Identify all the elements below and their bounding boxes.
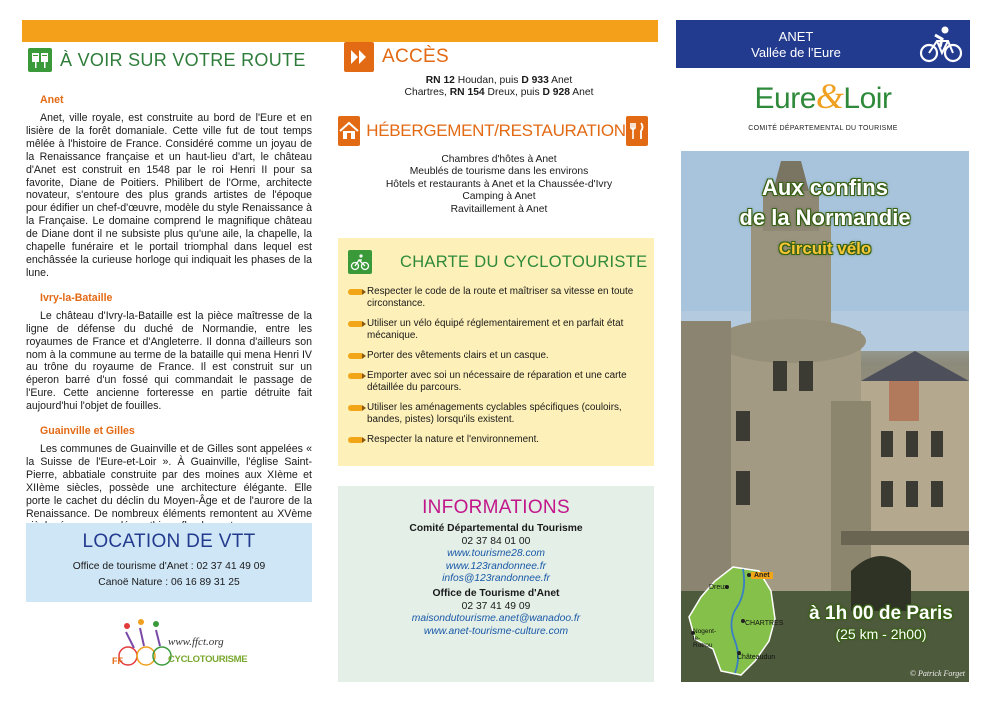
top-orange-bar <box>22 20 658 42</box>
info-org-1: Comité Départemental du Tourisme <box>409 523 583 534</box>
ffct-ff: FF <box>112 656 123 666</box>
logo-subtitle: COMITÉ DÉPARTEMENTAL DU TOURISME <box>748 125 898 132</box>
pencil-icon <box>348 353 362 359</box>
info-phone-1: 02 37 84 01 00 <box>461 535 531 547</box>
logo-loir: Loir <box>843 82 892 115</box>
charte-heading <box>348 250 654 274</box>
photo-credit: © Patrick Forget <box>909 669 965 678</box>
map-label-anet: Anet <box>751 572 773 579</box>
acces-line-2: Chartres, RN 154 Dreux, puis D 928 Anet <box>404 87 594 99</box>
charte-item: Utiliser les aménagements cyclables spécifiques (couloirs, bandes, pistes) lorsqu'ils existent. <box>348 402 640 426</box>
acces-content <box>340 75 658 100</box>
hebergement-list <box>340 154 658 216</box>
pencil-icon <box>348 289 362 295</box>
section-title-anet: Anet <box>40 94 64 106</box>
hebergement-line: Camping à Anet <box>462 191 536 203</box>
map-label-dreux: Dreux <box>709 584 728 591</box>
informations-heading: INFORMATIONS <box>422 497 570 518</box>
logo-eure: Eure <box>754 82 816 115</box>
charte-item: Porter des vêtements clairs et un casque. <box>348 350 640 362</box>
voir-content <box>26 94 312 533</box>
info-web-3[interactable]: www.anet-tourisme-culture.com <box>423 625 569 637</box>
charte-item: Respecter le code de la route et maîtriser sa vitesse en toute circonstance. <box>348 286 640 310</box>
info-org-2: Office de Tourisme d'Anet <box>432 587 560 599</box>
map-label-nogent: Nogent-le-Rotrou <box>693 628 717 649</box>
logo-ampersand: & <box>815 76 844 116</box>
location-box <box>26 523 312 602</box>
voir-heading <box>28 48 306 72</box>
ffct-url: www.ffct.org <box>168 636 224 648</box>
hebergement-line: Hôtels et restaurants à Anet et la Chaussée-d'Ivry <box>385 178 613 190</box>
route-header-line-2: Vallée de l'Eure <box>751 45 841 60</box>
cyclist-icon <box>348 250 372 274</box>
location-line-1: Office de tourisme d'Anet : 02 37 41 49 09 <box>72 561 266 572</box>
charte-item: Utiliser un vélo équipé réglementairement et en parfait état mécanique. <box>348 318 640 342</box>
section-title-guainville: Guainville et Gilles <box>40 425 135 438</box>
charte-item: Respecter la nature et l'environnement. <box>348 434 640 446</box>
pencil-icon <box>348 437 362 443</box>
cover-subtitle: Circuit vélo <box>778 239 872 258</box>
section-text-anet: Anet, ville royale, est construite au bord de l'Eure et en lisière de la forêt domaniale. Cette ville fut de tout temps mêlée à l'histoire de France. Considéré comme un joyau de la Renaissance française et un haut-lieu d'art, le château d'Anet est construit en 1548 par le roi Henri II pour sa favorite, Diane de Poitiers. Philibert de l'Orme, architecte novateur, s'entoure des plus grands artistes de l'époque pour édifier un chef-d'œuvre, modèle du style Renaissance à la Française. Le domaine comprend le magnifique château de Diane dont il ne subsiste plus qu'une aile, la chapelle, la chapelle funéraire et le portail triomphal dans lequel est enchâssée la curieuse horloge qui indiquait les phases de la lune. <box>26 112 312 279</box>
hebergement-heading <box>338 116 648 146</box>
pencil-icon <box>348 373 362 379</box>
charte-item: Emporter avec soi un nécessaire de réparation et une carte détaillée du parcours. <box>348 370 640 394</box>
pencil-icon <box>348 321 362 327</box>
pencil-icon <box>348 405 362 411</box>
info-email-1[interactable]: infos@123randonnee.fr <box>442 573 550 585</box>
arrow-icon <box>344 42 374 72</box>
location-line-2: Canoë Nature : 06 16 89 31 25 <box>98 577 240 589</box>
ffct-name: CYCLOTOURISME <box>168 654 248 665</box>
section-title-ivry: Ivry-la-Bataille <box>40 291 113 304</box>
info-web-2[interactable]: www.123randonnee.fr <box>445 560 547 572</box>
charte-box <box>338 238 654 466</box>
cover-photo <box>681 151 969 682</box>
info-phone-2: 02 37 41 49 09 <box>461 600 531 612</box>
section-text-guainville: Les communes de Guainville et de Gilles sont appelées « la Suisse de l'Eure-et-Loir ». À Guainville, l'église Saint-Pierre, abbatiale construite par des moines aux XIème et XIIème siècles, possède une architecture élégante. Elle porte le cachet du déclin du Moyen-Âge et de l'aurore de la Renaissance. De nombreux éléments remontent au XVème <box>26 443 312 520</box>
fork-knife-icon <box>626 116 648 146</box>
hebergement-line: Chambres d'hôtes à Anet <box>441 154 557 165</box>
house-icon <box>338 116 360 146</box>
road-sign-icon <box>28 48 52 72</box>
route-header <box>676 20 970 68</box>
hebergement-heading-text: HÉBERGEMENT/RESTAURATION <box>366 121 626 140</box>
charte-heading-text: CHARTE DU CYCLOTOURISTE <box>400 252 648 271</box>
info-web-1[interactable]: www.tourisme28.com <box>447 548 545 560</box>
route-header-line-1: ANET <box>778 29 814 44</box>
location-title: LOCATION DE VTT <box>82 531 256 552</box>
eure-loir-logo <box>676 76 970 140</box>
informations-box <box>338 486 654 682</box>
cyclist-icon <box>918 23 964 65</box>
cover-distance: à 1h 00 de Paris <box>809 603 953 624</box>
ffct-cyclists-icon <box>114 612 174 670</box>
voir-heading-text: À VOIR SUR VOTRE ROUTE <box>60 49 306 70</box>
map-label-chateaudun: Châteaudun <box>737 654 776 661</box>
acces-heading <box>344 42 449 72</box>
map-label-chartres: CHARTRES <box>745 620 784 627</box>
acces-heading-text: ACCÈS <box>382 46 449 67</box>
charte-list <box>348 286 640 446</box>
info-email-2[interactable]: maisondutourisme.anet@wanadoo.fr <box>411 613 581 625</box>
hebergement-line: Meublés de tourisme dans les environs <box>409 166 589 178</box>
cover-title-2: de la Normandie <box>739 205 911 230</box>
ffct-logo <box>110 612 248 674</box>
cover-title-1: Aux confins <box>762 175 888 200</box>
section-text-ivry: Le château d'Ivry-la-Bataille est la pièce maîtresse de la ligne de défense du duché de Normandie, entre les royaumes de France et d'Angleterre. Il donna d'ailleurs son nom à la commune au terme de la bataille qui mena Henri IV au trône du royaume de France. Il est construit sur un éperon barré d'un fossé qui commandait le passage de l'Eure. Cette ancienne forteresse en partie détruite fait aujourd'hui l'objet de fouilles. <box>26 309 312 413</box>
acces-line-1: RN 12 Houdan, puis D 933 Anet <box>425 75 573 86</box>
cover-distance-detail: (25 km - 2h00) <box>835 626 927 642</box>
hebergement-line: Ravitaillement à Anet <box>450 203 548 215</box>
